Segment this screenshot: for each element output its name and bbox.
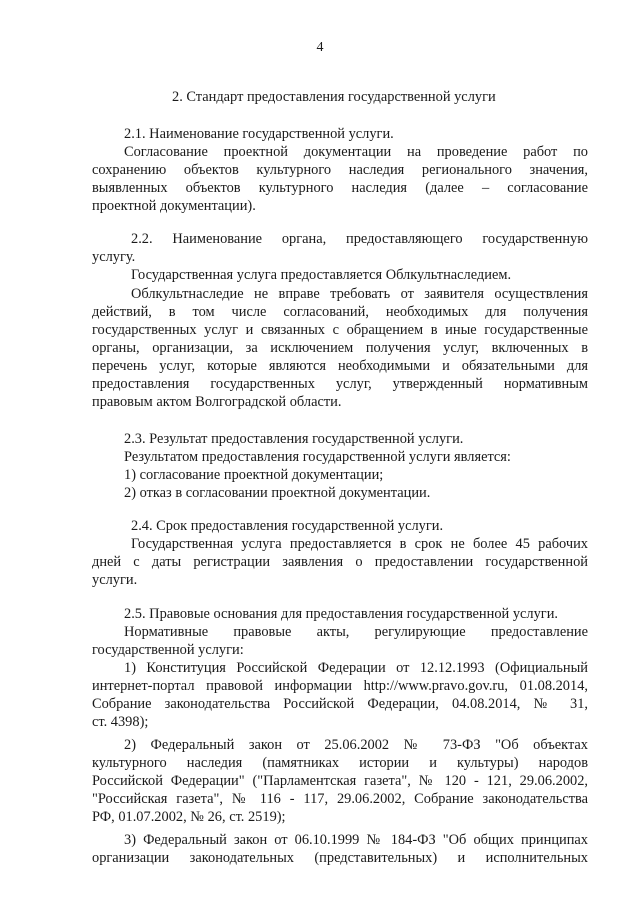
- s25-line: ст. 4398);: [92, 714, 149, 730]
- s25-line: интернет-портал правовой информации http://www.pravo.gov.ru, 01.08.2014,: [92, 678, 588, 694]
- s25-line: организации законодательных (представительных) и исполнительных: [92, 850, 588, 866]
- s25-line: 1) Конституция Российской Федерации от 12.12.1993 (Официальный: [124, 660, 588, 676]
- s24-line: услуги.: [92, 572, 138, 588]
- page-number: 4: [316, 40, 324, 55]
- s22-p2-line: предоставления государственных услуг, утвержденный нормативным: [92, 376, 588, 392]
- s25-line: культурного наследия (памятниках истории и культуры) народов: [92, 755, 588, 771]
- s25-line: 3) Федеральный закон от 06.10.1999 № 184-ФЗ "Об общих принципах: [124, 832, 588, 848]
- s22-p2-line: правовым актом Волгоградской области.: [92, 394, 342, 410]
- s22-p2-line: действий, в том числе согласований, необходимых для получения: [92, 304, 588, 320]
- s22-paragraph-1: Государственная услуга предоставляется Облкультнаследием.: [131, 267, 512, 283]
- s23-list-item: 1) согласование проектной документации;: [124, 467, 384, 483]
- heading-2-1: 2.1. Наименование государственной услуги.: [124, 126, 394, 142]
- s21-line: проектной документации).: [92, 198, 256, 214]
- s24-line: Государственная услуга предоставляется в срок не более 45 рабочих: [131, 536, 588, 552]
- s22-p2-line: Облкультнаследие не вправе требовать от заявителя осуществления: [131, 286, 588, 302]
- s23-list-item: 2) отказ в согласовании проектной документации.: [124, 485, 431, 501]
- s25-line: РФ, 01.07.2002, № 26, ст. 2519);: [92, 809, 286, 825]
- s22-p2-line: государственных услуг и связанных с обращением в иные государственные: [92, 322, 588, 338]
- s25-line: Собрание законодательства Российской Федерации, 04.08.2014, № 31,: [92, 696, 588, 712]
- heading-2-4: 2.4. Срок предоставления государственной услуги.: [131, 518, 444, 534]
- s22-p2-line: перечень услуг, которые являются необходимыми и обязательными для: [92, 358, 588, 374]
- s21-line: выявленных объектов культурного наследия (далее – согласование: [92, 180, 588, 196]
- s22-p2-line: органы, организации, за исключением получения услуг, включенных в: [92, 340, 588, 356]
- section-title: 2. Стандарт предоставления государственной услуги: [172, 89, 496, 105]
- s21-line: Согласование проектной документации на проведение работ по: [124, 144, 588, 160]
- heading-2-5: 2.5. Правовые основания для предоставления государственной услуги.: [124, 606, 558, 622]
- s25-line: "Российская газета", № 116 - 117, 29.06.2002, Собрание законодательства: [92, 791, 588, 807]
- s25-line: Российской Федерации" ("Парламентская газета", № 120 - 121, 29.06.2002,: [92, 773, 588, 789]
- s25-line: 2) Федеральный закон от 25.06.2002 № 73-ФЗ "Об объектах: [124, 737, 588, 753]
- s24-line: дней с даты регистрации заявления о предоставлении государственной: [92, 554, 588, 570]
- s21-line: сохранению объектов культурного наследия регионального значения,: [92, 162, 588, 178]
- s25-line: Нормативные правовые акты, регулирующие предоставление: [124, 624, 588, 640]
- heading-2-2: 2.2. Наименование органа, предоставляющего государственную: [131, 231, 588, 247]
- s23-intro: Результатом предоставления государственной услуги является:: [124, 449, 511, 465]
- s25-line: государственной услуги:: [92, 642, 244, 658]
- heading-2-3: 2.3. Результат предоставления государственной услуги.: [124, 431, 464, 447]
- heading-2-2-cont: услугу.: [92, 249, 136, 265]
